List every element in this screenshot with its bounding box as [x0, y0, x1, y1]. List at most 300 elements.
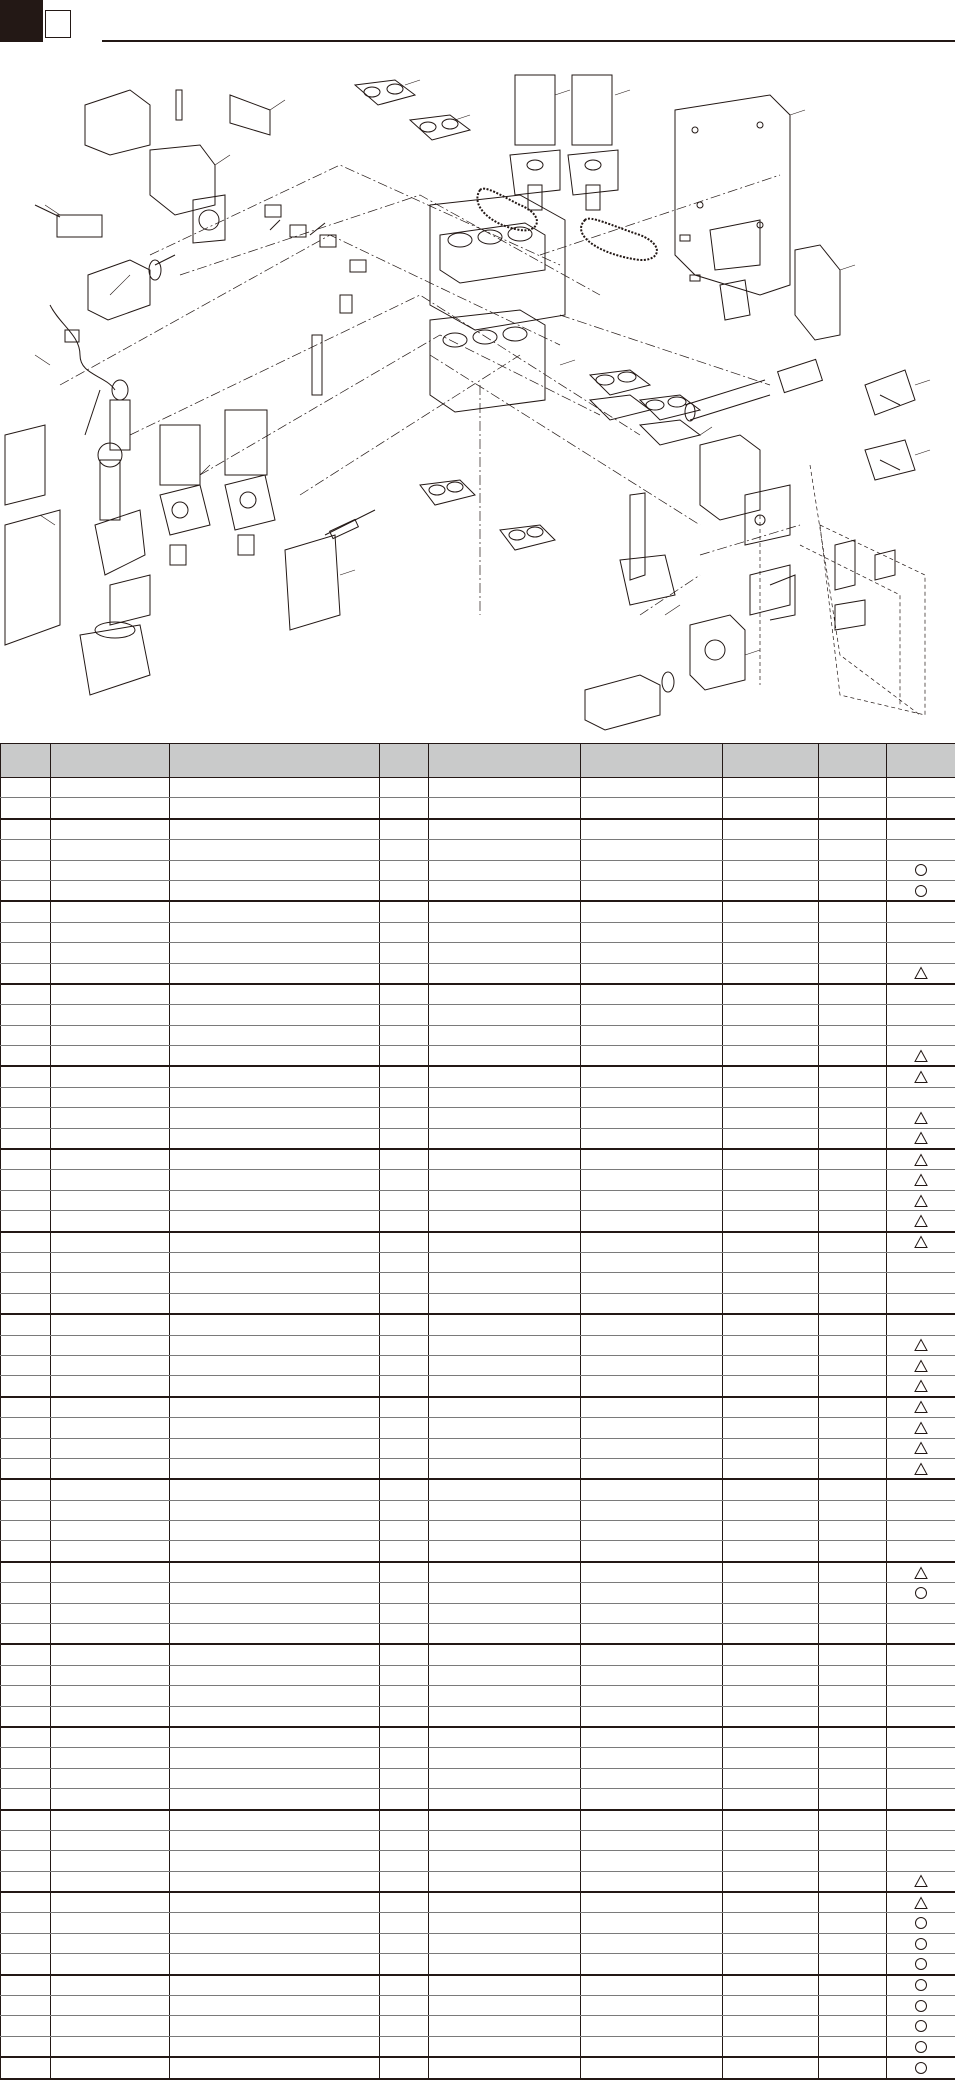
table-cell	[170, 1789, 380, 1810]
table-cell	[1, 1871, 51, 1892]
table-cell	[380, 1665, 429, 1685]
table-cell	[581, 1603, 723, 1623]
table-cell	[51, 1665, 170, 1685]
table-cell	[170, 1211, 380, 1232]
table-row	[1, 1665, 955, 1685]
circle-mark-icon	[913, 1916, 929, 1930]
table-row	[1, 1438, 955, 1458]
table-cell	[380, 860, 429, 880]
table-cell	[429, 1108, 581, 1128]
table-row	[1, 1500, 955, 1520]
table-cell	[380, 1768, 429, 1788]
table-cell	[170, 1541, 380, 1562]
table-cell	[1, 1583, 51, 1603]
table-cell	[581, 1830, 723, 1850]
table-cell	[723, 1314, 819, 1335]
table-cell	[581, 1025, 723, 1045]
table-cell	[51, 798, 170, 819]
table-cell	[819, 819, 887, 840]
triangle-mark-icon	[913, 1462, 929, 1476]
table-cell	[429, 1479, 581, 1500]
table-cell	[723, 963, 819, 984]
table-cell	[1, 1686, 51, 1706]
triangle-mark-icon	[913, 1359, 929, 1373]
table-cell	[723, 1066, 819, 1087]
table-cell	[581, 1335, 723, 1355]
table-cell	[723, 984, 819, 1005]
table-cell	[581, 798, 723, 819]
table-cell	[723, 1892, 819, 1913]
mark-cell	[887, 1190, 955, 1210]
table-cell	[429, 1211, 581, 1232]
table-cell	[581, 1087, 723, 1107]
table-cell	[723, 1975, 819, 1996]
table-cell	[51, 778, 170, 798]
table-cell	[819, 880, 887, 901]
table-cell	[581, 1190, 723, 1210]
table-cell	[1, 1005, 51, 1025]
table-cell	[380, 1706, 429, 1727]
table-cell	[51, 1211, 170, 1232]
mark-cell	[887, 1273, 955, 1293]
table-cell	[581, 778, 723, 798]
table-cell	[723, 1005, 819, 1025]
table-cell	[819, 1190, 887, 1210]
table-cell	[51, 901, 170, 922]
table-cell	[429, 1706, 581, 1727]
table-cell	[170, 1562, 380, 1583]
table-cell	[51, 1851, 170, 1871]
table-row	[1, 1644, 955, 1665]
table-cell	[819, 1211, 887, 1232]
table-cell	[170, 1768, 380, 1788]
table-cell	[51, 1087, 170, 1107]
table-cell	[1, 1562, 51, 1583]
table-cell	[380, 1211, 429, 1232]
table-cell	[1, 2036, 51, 2057]
table-cell	[723, 1418, 819, 1438]
table-cell	[819, 1748, 887, 1768]
table-cell	[380, 1727, 429, 1748]
table-cell	[429, 1458, 581, 1479]
table-cell	[819, 1418, 887, 1438]
table-cell	[170, 2036, 380, 2057]
table-cell	[51, 1458, 170, 1479]
table-cell	[380, 1748, 429, 1768]
table-cell	[380, 1108, 429, 1128]
table-cell	[51, 1892, 170, 1913]
table-cell	[51, 1252, 170, 1272]
table-cell	[581, 1706, 723, 1727]
table-cell	[819, 1975, 887, 1996]
mark-cell	[887, 1211, 955, 1232]
table-cell	[581, 1418, 723, 1438]
mark-cell	[887, 1583, 955, 1603]
table-row	[1, 1458, 955, 1479]
table-cell	[51, 1789, 170, 1810]
table-cell	[380, 1996, 429, 2016]
table-cell	[581, 1541, 723, 1562]
table-cell	[170, 1355, 380, 1375]
table-cell	[819, 1252, 887, 1272]
table-cell	[170, 1335, 380, 1355]
triangle-mark-icon	[913, 1214, 929, 1228]
mark-cell	[887, 1748, 955, 1768]
table-cell	[429, 1397, 581, 1418]
table-cell	[170, 1438, 380, 1458]
table-cell	[170, 1170, 380, 1190]
table-row	[1, 1335, 955, 1355]
table-cell	[723, 880, 819, 901]
mark-cell	[887, 1686, 955, 1706]
table-cell	[429, 1913, 581, 1933]
table-cell	[723, 1170, 819, 1190]
table-cell	[723, 1686, 819, 1706]
mark-cell	[887, 922, 955, 942]
table-cell	[380, 1025, 429, 1045]
table-cell	[429, 1376, 581, 1397]
table-cell	[51, 1293, 170, 1314]
mark-cell	[887, 1087, 955, 1107]
table-row	[1, 1355, 955, 1375]
table-cell	[1, 1376, 51, 1397]
mark-cell	[887, 1232, 955, 1253]
table-cell	[1, 2016, 51, 2036]
table-cell	[380, 1376, 429, 1397]
mark-cell	[887, 1541, 955, 1562]
mark-cell	[887, 880, 955, 901]
table-cell	[51, 1355, 170, 1375]
mark-cell	[887, 1314, 955, 1335]
table-cell	[380, 984, 429, 1005]
table-cell	[819, 1170, 887, 1190]
mark-cell	[887, 901, 955, 922]
mark-cell	[887, 860, 955, 880]
mark-cell	[887, 1128, 955, 1149]
table-cell	[819, 1541, 887, 1562]
table-cell	[170, 1830, 380, 1850]
triangle-mark-icon	[913, 1896, 929, 1910]
table-cell	[581, 840, 723, 860]
header-rule	[102, 40, 955, 42]
table-cell	[581, 1644, 723, 1665]
mark-cell	[887, 1933, 955, 1953]
table-cell	[581, 1314, 723, 1335]
table-cell	[429, 2016, 581, 2036]
table-cell	[819, 984, 887, 1005]
table-cell	[380, 1293, 429, 1314]
table-cell	[581, 963, 723, 984]
table-cell	[1, 1149, 51, 1170]
table-row	[1, 1727, 955, 1748]
table-row	[1, 1108, 955, 1128]
table-cell	[819, 1789, 887, 1810]
table-cell	[170, 1232, 380, 1253]
table-cell	[1, 1830, 51, 1850]
table-cell	[819, 1583, 887, 1603]
table-cell	[1, 1996, 51, 2016]
table-cell	[170, 1458, 380, 1479]
mark-cell	[887, 1644, 955, 1665]
table-cell	[51, 1376, 170, 1397]
table-cell	[429, 1232, 581, 1253]
table-cell	[429, 1871, 581, 1892]
table-cell	[581, 1892, 723, 1913]
table-row	[1, 1603, 955, 1623]
table-cell	[819, 840, 887, 860]
table-cell	[1, 1232, 51, 1253]
table-cell	[1, 1892, 51, 1913]
table-cell	[51, 1583, 170, 1603]
table-cell	[380, 1892, 429, 1913]
table-cell	[170, 1748, 380, 1768]
table-row	[1, 1975, 955, 1996]
table-cell	[581, 1727, 723, 1748]
table-row	[1, 1252, 955, 1272]
table-cell	[380, 1933, 429, 1953]
table-cell	[429, 984, 581, 1005]
triangle-mark-icon	[913, 1235, 929, 1249]
table-cell	[1, 880, 51, 901]
mark-cell	[887, 2036, 955, 2057]
table-cell	[819, 1500, 887, 1520]
table-cell	[429, 1748, 581, 1768]
table-cell	[819, 860, 887, 880]
triangle-mark-icon	[913, 1049, 929, 1063]
triangle-mark-icon	[913, 1070, 929, 1084]
table-cell	[51, 1479, 170, 1500]
table-cell	[723, 1603, 819, 1623]
table-cell	[819, 1727, 887, 1748]
table-row	[1, 1954, 955, 1975]
table-cell	[380, 1521, 429, 1541]
table-cell	[1, 1438, 51, 1458]
table-cell	[819, 901, 887, 922]
table-cell	[170, 1624, 380, 1645]
triangle-mark-icon	[913, 1566, 929, 1580]
table-cell	[581, 1871, 723, 1892]
mark-cell	[887, 1005, 955, 1025]
table-cell	[170, 860, 380, 880]
table-cell	[723, 1810, 819, 1831]
chapter-box	[45, 10, 71, 38]
table-cell	[723, 1933, 819, 1953]
triangle-mark-icon	[913, 1111, 929, 1125]
table-cell	[51, 922, 170, 942]
table-cell	[819, 1830, 887, 1850]
table-cell	[1, 1046, 51, 1067]
table-cell	[819, 1314, 887, 1335]
table-cell	[819, 1851, 887, 1871]
circle-mark-icon	[913, 1586, 929, 1600]
table-cell	[723, 901, 819, 922]
triangle-mark-icon	[913, 1379, 929, 1393]
table-cell	[51, 1232, 170, 1253]
table-cell	[1, 1603, 51, 1623]
table-cell	[170, 1871, 380, 1892]
table-cell	[380, 1975, 429, 1996]
table-cell	[1, 1479, 51, 1500]
table-cell	[1, 1108, 51, 1128]
table-cell	[170, 1665, 380, 1685]
table-cell	[1, 1418, 51, 1438]
table-cell	[723, 1293, 819, 1314]
table-cell	[380, 880, 429, 901]
table-cell	[51, 1170, 170, 1190]
table-cell	[170, 1108, 380, 1128]
table-cell	[380, 1005, 429, 1025]
table-row	[1, 1562, 955, 1583]
table-cell	[380, 922, 429, 942]
table-cell	[51, 1108, 170, 1128]
triangle-mark-icon	[913, 1421, 929, 1435]
table-cell	[819, 1232, 887, 1253]
table-cell	[51, 1005, 170, 1025]
table-row	[1, 1025, 955, 1045]
mark-cell	[887, 1458, 955, 1479]
table-cell	[380, 1686, 429, 1706]
table-row	[1, 840, 955, 860]
table-cell	[819, 1005, 887, 1025]
circle-mark-icon	[913, 2019, 929, 2033]
table-cell	[429, 1314, 581, 1335]
table-cell	[1, 1521, 51, 1541]
table-cell	[429, 1005, 581, 1025]
table-cell	[723, 1913, 819, 1933]
table-cell	[380, 1810, 429, 1831]
mark-cell	[887, 1810, 955, 1831]
table-cell	[429, 1562, 581, 1583]
table-cell	[723, 1541, 819, 1562]
table-cell	[380, 1418, 429, 1438]
table-cell	[170, 1975, 380, 1996]
table-cell	[581, 2036, 723, 2057]
table-cell	[1, 1500, 51, 1520]
mark-cell	[887, 1066, 955, 1087]
table-row	[1, 880, 955, 901]
table-cell	[581, 1273, 723, 1293]
table-cell	[170, 1996, 380, 2016]
table-cell	[819, 1954, 887, 1975]
table-cell	[51, 1335, 170, 1355]
table-cell	[429, 1335, 581, 1355]
table-cell	[581, 1438, 723, 1458]
mark-cell	[887, 1376, 955, 1397]
mark-cell	[887, 1996, 955, 2016]
table-cell	[819, 778, 887, 798]
table-cell	[819, 1438, 887, 1458]
table-cell	[1, 819, 51, 840]
table-cell	[819, 2057, 887, 2078]
table-cell	[170, 1025, 380, 1045]
table-cell	[819, 1046, 887, 1067]
table-cell	[723, 1458, 819, 1479]
table-cell	[581, 943, 723, 963]
table-cell	[1, 922, 51, 942]
circle-mark-icon	[913, 2040, 929, 2054]
table-cell	[380, 1624, 429, 1645]
table-cell	[380, 1046, 429, 1067]
table-row	[1, 1521, 955, 1541]
table-cell	[581, 819, 723, 840]
table-cell	[170, 798, 380, 819]
table-cell	[1, 1954, 51, 1975]
table-cell	[429, 798, 581, 819]
table-cell	[51, 1128, 170, 1149]
table-cell	[581, 1293, 723, 1314]
table-cell	[170, 1521, 380, 1541]
table-cell	[429, 1768, 581, 1788]
table-cell	[51, 1046, 170, 1067]
table-cell	[819, 1624, 887, 1645]
triangle-mark-icon	[913, 1153, 929, 1167]
table-cell	[51, 1521, 170, 1541]
mark-cell	[887, 1624, 955, 1645]
table-cell	[170, 1810, 380, 1831]
table-row	[1, 1996, 955, 2016]
table-cell	[170, 1293, 380, 1314]
table-cell	[581, 1933, 723, 1953]
mark-cell	[887, 1706, 955, 1727]
table-cell	[170, 1066, 380, 1087]
table-cell	[429, 1851, 581, 1871]
column-header	[819, 744, 887, 778]
table-cell	[1, 1624, 51, 1645]
mark-cell	[887, 840, 955, 860]
table-cell	[429, 1830, 581, 1850]
table-cell	[723, 1789, 819, 1810]
table-cell	[581, 1851, 723, 1871]
table-cell	[429, 880, 581, 901]
table-cell	[581, 901, 723, 922]
table-cell	[581, 1397, 723, 1418]
mark-cell	[887, 1293, 955, 1314]
mark-cell	[887, 1046, 955, 1067]
table-cell	[380, 1500, 429, 1520]
section-number-block	[0, 0, 43, 42]
table-cell	[170, 1913, 380, 1933]
table-cell	[1, 1975, 51, 1996]
triangle-mark-icon	[913, 1194, 929, 1208]
table-cell	[1, 1810, 51, 1831]
table-cell	[819, 1458, 887, 1479]
table-cell	[429, 1521, 581, 1541]
table-row	[1, 1748, 955, 1768]
table-cell	[429, 1541, 581, 1562]
table-cell	[380, 819, 429, 840]
table-cell	[429, 840, 581, 860]
table-cell	[581, 1046, 723, 1067]
table-cell	[581, 1128, 723, 1149]
mark-cell	[887, 1418, 955, 1438]
table-cell	[170, 1851, 380, 1871]
table-cell	[170, 1149, 380, 1170]
column-header	[51, 744, 170, 778]
table-cell	[380, 1252, 429, 1272]
column-header	[429, 744, 581, 778]
mark-cell	[887, 1789, 955, 1810]
table-cell	[581, 2016, 723, 2036]
mark-cell	[887, 1335, 955, 1355]
table-row	[1, 1005, 955, 1025]
table-cell	[380, 1355, 429, 1375]
table-cell	[723, 778, 819, 798]
table-cell	[819, 922, 887, 942]
table-cell	[723, 1583, 819, 1603]
table-cell	[1, 1190, 51, 1210]
table-cell	[380, 1128, 429, 1149]
table-cell	[581, 1108, 723, 1128]
